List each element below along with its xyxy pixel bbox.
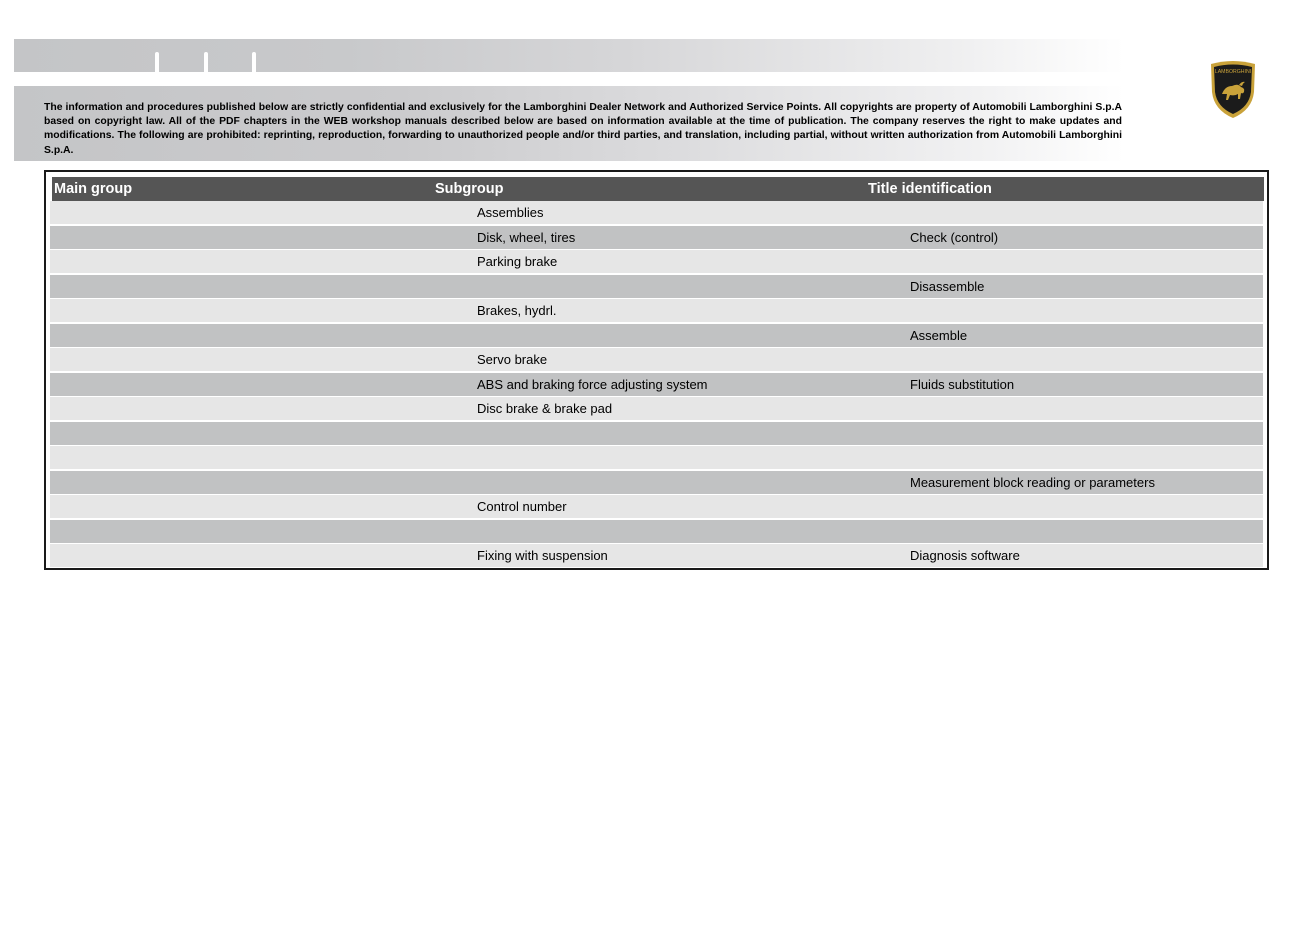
logo-text: LAMBORGHINI	[1214, 69, 1252, 75]
procedures-table	[44, 170, 1269, 570]
subgroup-cell: Servo brake	[477, 352, 548, 367]
subgroup-cell: ABS and braking force adjusting system	[477, 376, 708, 392]
title-cell: Measurement block reading or parameters	[910, 474, 1155, 490]
subgroup-cell: Control number	[477, 499, 567, 514]
subgroup-cell: Assemblies	[477, 205, 544, 220]
table-row	[50, 250, 1263, 273]
title-cell: Disassemble	[910, 278, 985, 294]
title-cell: Check (control)	[910, 229, 999, 245]
header-tab-marker	[252, 52, 256, 74]
table-row	[50, 520, 1263, 543]
header-title-identification: Title identification	[868, 181, 992, 197]
subgroup-cell: Fixing with suspension	[477, 548, 608, 563]
table-row	[50, 471, 1263, 494]
title-cell: Fluids substitution	[910, 376, 1015, 392]
lamborghini-logo-icon	[1208, 58, 1258, 120]
subgroup-cell: Disc brake & brake pad	[477, 401, 613, 416]
table-row	[50, 348, 1263, 371]
table-row	[50, 275, 1263, 298]
table-row	[50, 544, 1263, 567]
table-row	[50, 324, 1263, 347]
table-row	[50, 226, 1263, 249]
table-row	[50, 373, 1263, 396]
header-tab-marker	[204, 52, 208, 74]
table-row	[50, 422, 1263, 445]
header-subgroup: Subgroup	[435, 181, 504, 197]
table-row	[50, 201, 1263, 224]
header-main-group: Main group	[54, 181, 133, 197]
table-row	[50, 446, 1263, 469]
title-cell: Assemble	[910, 327, 968, 343]
table-row	[50, 495, 1263, 518]
confidentiality-notice: The information and procedures published below are strictly confidential and exclusively for the Lamborghini Dealer Network and Authorized Service Points. All copyrights are property of Automobili Lamborghini S.p.A based on copyright law. All of the PDF chapters in the WEB workshop manuals described below are based on information available at the time of publication. The company reserves the right to make updates and modifications. The following are prohibited: reprinting, reproduction, forwarding to unauthorized people and/or third parties, and translation, including partial, without written authorization from Automobili Lamborghini S.p.A.	[44, 102, 1122, 156]
table-row	[50, 397, 1263, 420]
header-tab-marker	[155, 52, 159, 74]
table-header	[52, 177, 1264, 201]
subgroup-cell: Parking brake	[477, 254, 558, 269]
header-gradient-bar	[14, 39, 1124, 72]
table-row	[50, 299, 1263, 322]
subgroup-cell: Disk, wheel, tires	[477, 229, 576, 245]
subgroup-cell: Brakes, hydrl.	[477, 303, 557, 318]
title-cell: Diagnosis software	[910, 548, 1020, 563]
